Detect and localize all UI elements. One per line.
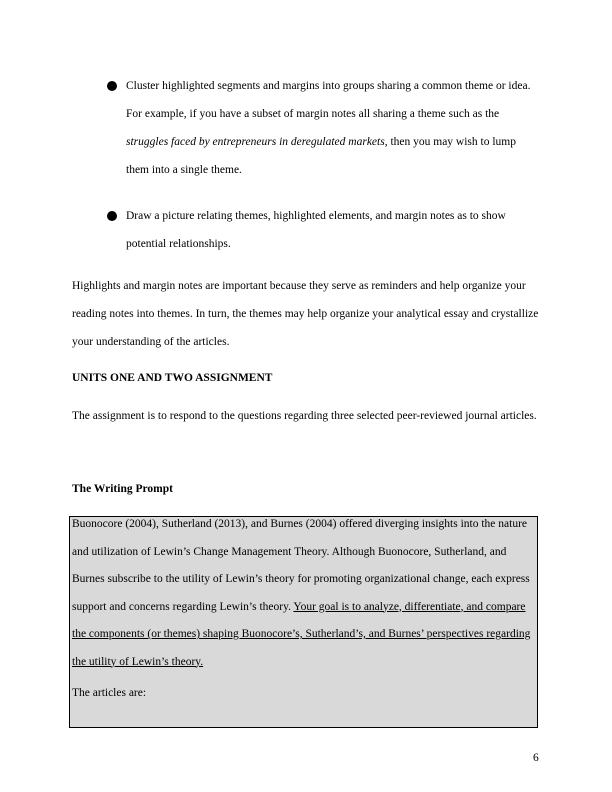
bullet-icon	[107, 211, 117, 221]
articles-label: The articles are:	[72, 687, 147, 699]
bullet-text: Draw a picture relating themes, highlighted elements, and margin notes as to show potential relationships.	[126, 210, 506, 250]
writing-prompt-text: Buonocore (2004), Sutherland (2013), and Burnes (2004) offered diverging insights into the nature and utilization of Lewin’s Change Management Theory. Although Buonocore, Sutherland, and Burnes subscribe to the utility of Lewin’s theory for promoting organizational change, each express support and concerns regarding Lewin’s theory. Your goal is to analyze, differentiate, and compare the components (or themes) shaping Buonocore’s, Sutherland’s, and Burnes’ perspectives regarding the utility of Lewin’s theory.	[72, 518, 531, 668]
prompt-goal-underlined: Your goal is to analyze, differentiate, and compare the components (or themes) shaping Buonocore’s, Sutherland’s, and Burnes’ perspectives regarding the utility of Lewin’s theory.	[72, 600, 531, 668]
bullet-text: Cluster highlighted segments and margins into groups sharing a common theme or idea. For example, if you have a subset of margin notes all sharing a theme such as the struggles faced by entrepreneurs in deregulated markets, then you may wish to lump them into a single theme.	[126, 80, 531, 176]
bullet-icon	[107, 81, 117, 91]
writing-prompt-box	[69, 516, 538, 728]
page-number: 6	[533, 752, 539, 764]
assignment-paragraph: The assignment is to respond to the questions regarding three selected peer-reviewed journal articles.	[72, 410, 537, 422]
assignment-heading: UNITS ONE AND TWO ASSIGNMENT	[72, 372, 273, 384]
highlights-paragraph: Highlights and margin notes are important because they serve as reminders and help organize your reading notes into themes. In turn, the themes may help organize your analytical essay and crystallize your understanding of the articles.	[72, 280, 539, 348]
writing-prompt-heading: The Writing Prompt	[72, 483, 173, 495]
bullet-item-cluster	[107, 72, 537, 184]
italic-example: struggles faced by entrepreneurs in deregulated markets	[126, 136, 385, 148]
bullet-item-draw	[107, 202, 537, 258]
